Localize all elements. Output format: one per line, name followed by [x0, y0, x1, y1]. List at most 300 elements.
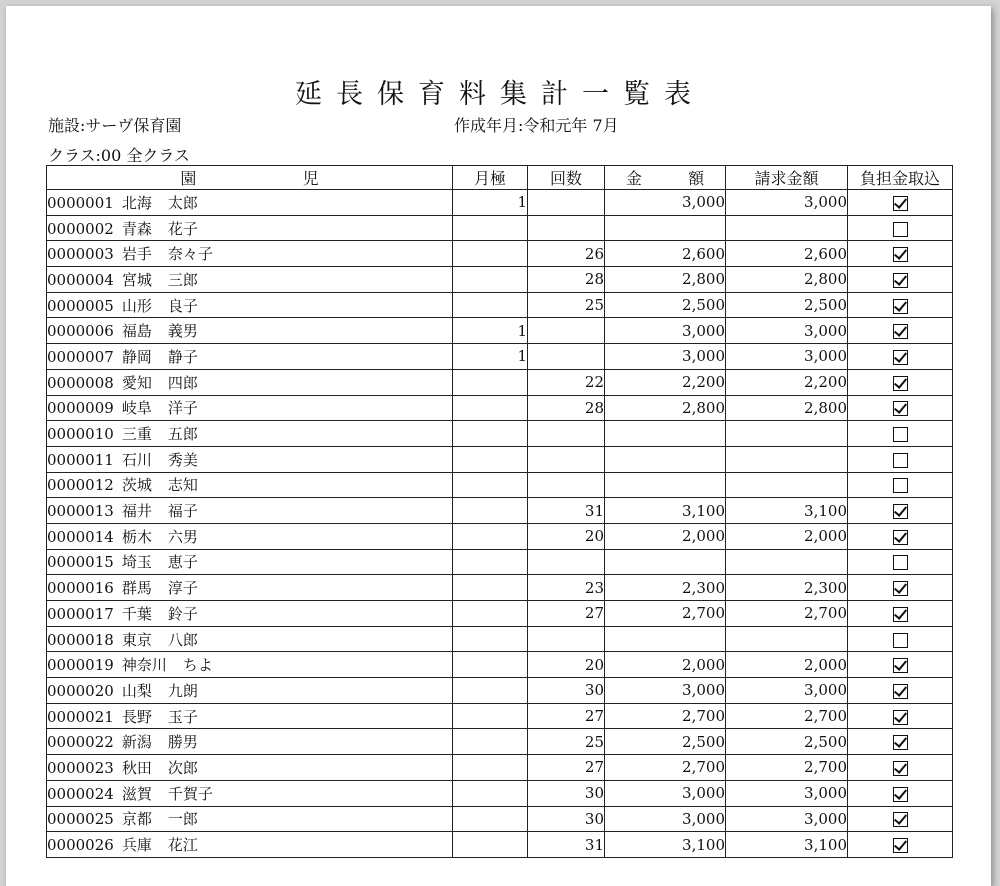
billed-cell: 2,800: [726, 395, 848, 421]
child-family-name: 宮城: [121, 270, 152, 289]
count-cell: 28: [528, 395, 605, 421]
column-header-child: [47, 166, 453, 190]
count-cell: [528, 626, 605, 652]
billed-cell: [726, 446, 848, 472]
table-row: [47, 472, 953, 498]
child-given-name: 淳子: [167, 579, 198, 598]
child-cell: [47, 780, 453, 806]
burden-checkbox[interactable]: [893, 530, 908, 545]
child-id: 0000006: [47, 322, 114, 341]
table-row: [47, 806, 953, 832]
facility-label: 施設:サーヴ保育園: [48, 116, 182, 135]
child-cell: [47, 549, 453, 575]
child-family-name: 愛知: [121, 373, 152, 392]
child-family-name: 兵庫: [121, 836, 152, 855]
column-header-billed: 請求金額: [726, 166, 848, 190]
count-cell: 23: [528, 575, 605, 601]
child-cell: [47, 523, 453, 549]
billed-cell: [726, 626, 848, 652]
child-cell: [47, 369, 453, 395]
table-row: [47, 446, 953, 472]
burden-checkbox[interactable]: [893, 710, 908, 725]
column-header-child-part1: 園: [180, 169, 197, 188]
child-given-name: 千賀子: [167, 784, 213, 803]
child-family-name: 山形: [121, 296, 152, 315]
table-row: [47, 292, 953, 318]
child-given-name: 四郎: [167, 373, 198, 392]
child-cell: [47, 755, 453, 781]
amount-cell: 3,000: [605, 678, 726, 704]
burden-cell: [848, 575, 953, 601]
child-given-name: 太郎: [167, 193, 198, 212]
billed-cell: 2,700: [726, 755, 848, 781]
burden-cell: [848, 806, 953, 832]
child-id: 0000011: [47, 450, 114, 469]
table-row: [47, 267, 953, 293]
table-body: [47, 190, 953, 858]
child-cell: [47, 344, 453, 370]
burden-checkbox[interactable]: [893, 247, 908, 262]
count-cell: [528, 344, 605, 370]
child-given-name: 恵子: [167, 553, 198, 572]
table-row: [47, 369, 953, 395]
burden-checkbox[interactable]: [893, 350, 908, 365]
child-family-name: 北海: [121, 193, 152, 212]
monthly-cell: [453, 652, 528, 678]
child-given-name: 八郎: [167, 630, 198, 649]
burden-cell: [848, 369, 953, 395]
child-id: 0000009: [47, 399, 114, 418]
count-cell: [528, 549, 605, 575]
child-id: 0000017: [47, 604, 114, 623]
burden-checkbox[interactable]: [893, 735, 908, 750]
count-cell: 27: [528, 755, 605, 781]
burden-checkbox[interactable]: [893, 504, 908, 519]
burden-checkbox[interactable]: [893, 838, 908, 853]
burden-cell: [848, 344, 953, 370]
burden-cell: [848, 421, 953, 447]
billed-cell: 2,700: [726, 601, 848, 627]
column-header-monthly: 月極: [453, 166, 528, 190]
burden-cell: [848, 395, 953, 421]
child-given-name: 志知: [167, 476, 198, 495]
table-row: [47, 549, 953, 575]
amount-cell: [605, 421, 726, 447]
table-row: [47, 626, 953, 652]
amount-cell: [605, 626, 726, 652]
table-row: [47, 318, 953, 344]
burden-cell: [848, 318, 953, 344]
monthly-cell: [453, 780, 528, 806]
monthly-cell: [453, 292, 528, 318]
count-cell: 22: [528, 369, 605, 395]
monthly-cell: [453, 241, 528, 267]
billed-cell: 3,100: [726, 832, 848, 858]
child-id: 0000005: [47, 296, 114, 315]
table-row: [47, 523, 953, 549]
child-family-name: 新潟: [121, 733, 152, 752]
billed-cell: 2,000: [726, 652, 848, 678]
burden-cell: [848, 729, 953, 755]
child-family-name: 茨城: [121, 476, 152, 495]
child-given-name: 一郎: [167, 810, 198, 829]
burden-cell: [848, 215, 953, 241]
amount-cell: 2,700: [605, 601, 726, 627]
burden-cell: [848, 755, 953, 781]
class-label: クラス:00 全クラス: [48, 146, 190, 165]
table-row: [47, 190, 953, 216]
child-id: 0000022: [47, 733, 114, 752]
burden-checkbox[interactable]: [893, 761, 908, 776]
burden-cell: [848, 832, 953, 858]
child-given-name: 三郎: [167, 270, 198, 289]
child-cell: [47, 498, 453, 524]
billed-cell: 2,800: [726, 267, 848, 293]
child-id: 0000023: [47, 758, 114, 777]
billed-cell: 2,700: [726, 703, 848, 729]
column-header-amount-part2: 額: [688, 169, 705, 188]
child-cell: [47, 729, 453, 755]
count-cell: 20: [528, 652, 605, 678]
child-id: 0000001: [47, 193, 114, 212]
burden-checkbox[interactable]: [893, 427, 908, 442]
amount-cell: 2,800: [605, 395, 726, 421]
count-cell: 27: [528, 703, 605, 729]
billed-cell: 3,000: [726, 318, 848, 344]
billed-cell: [726, 549, 848, 575]
child-family-name: 千葉: [121, 604, 152, 623]
amount-cell: 3,000: [605, 344, 726, 370]
monthly-cell: 1: [453, 318, 528, 344]
child-given-name: 五郎: [167, 425, 198, 444]
child-family-name: 石川: [121, 450, 152, 469]
child-cell: [47, 832, 453, 858]
monthly-cell: [453, 678, 528, 704]
child-id: 0000012: [47, 476, 114, 495]
amount-cell: 2,800: [605, 267, 726, 293]
billed-cell: 3,000: [726, 678, 848, 704]
amount-cell: 3,100: [605, 498, 726, 524]
burden-cell: [848, 549, 953, 575]
child-id: 0000015: [47, 553, 114, 572]
table-row: [47, 498, 953, 524]
burden-cell: [848, 292, 953, 318]
count-cell: [528, 446, 605, 472]
child-family-name: 秋田: [121, 758, 152, 777]
child-family-name: 長野: [121, 707, 152, 726]
burden-checkbox[interactable]: [893, 222, 908, 237]
table-row: [47, 215, 953, 241]
amount-cell: 2,000: [605, 523, 726, 549]
child-id: 0000002: [47, 219, 114, 238]
child-cell: [47, 318, 453, 344]
count-cell: [528, 472, 605, 498]
count-cell: 28: [528, 267, 605, 293]
amount-cell: 2,000: [605, 652, 726, 678]
billed-cell: [726, 421, 848, 447]
child-given-name: 六男: [167, 527, 198, 546]
child-cell: [47, 703, 453, 729]
child-id: 0000024: [47, 784, 114, 803]
child-id: 0000020: [47, 681, 114, 700]
table-row: [47, 421, 953, 447]
child-cell: [47, 190, 453, 216]
child-cell: [47, 601, 453, 627]
burden-checkbox[interactable]: [893, 273, 908, 288]
burden-checkbox[interactable]: [893, 196, 908, 211]
monthly-cell: [453, 369, 528, 395]
burden-checkbox[interactable]: [893, 324, 908, 339]
child-id: 0000014: [47, 527, 114, 546]
monthly-cell: [453, 549, 528, 575]
amount-cell: [605, 215, 726, 241]
burden-cell: [848, 703, 953, 729]
child-cell: [47, 806, 453, 832]
burden-cell: [848, 780, 953, 806]
monthly-cell: [453, 446, 528, 472]
child-id: 0000021: [47, 707, 114, 726]
burden-checkbox[interactable]: [893, 478, 908, 493]
child-given-name: 洋子: [167, 399, 198, 418]
amount-cell: 3,000: [605, 780, 726, 806]
child-cell: [47, 395, 453, 421]
burden-cell: [848, 652, 953, 678]
column-header-count: 回数: [528, 166, 605, 190]
child-family-name: 青森: [121, 219, 152, 238]
amount-cell: 2,200: [605, 369, 726, 395]
child-family-name: 神奈川: [121, 656, 167, 675]
child-given-name: 良子: [167, 296, 198, 315]
child-family-name: 滋賀: [121, 784, 152, 803]
burden-cell: [848, 267, 953, 293]
child-family-name: 岐阜: [121, 399, 152, 418]
child-id: 0000013: [47, 502, 114, 521]
count-cell: [528, 215, 605, 241]
child-id: 0000003: [47, 245, 114, 264]
child-given-name: 勝男: [167, 733, 198, 752]
burden-checkbox[interactable]: [893, 633, 908, 648]
monthly-cell: [453, 729, 528, 755]
amount-cell: 2,700: [605, 703, 726, 729]
burden-checkbox[interactable]: [893, 401, 908, 416]
billed-cell: 3,100: [726, 498, 848, 524]
monthly-cell: [453, 601, 528, 627]
monthly-cell: [453, 755, 528, 781]
child-family-name: 静岡: [121, 347, 152, 366]
child-given-name: 福子: [167, 502, 198, 521]
count-cell: 30: [528, 780, 605, 806]
child-id: 0000025: [47, 810, 114, 829]
table-row: [47, 755, 953, 781]
child-id: 0000004: [47, 270, 114, 289]
child-id: 0000010: [47, 425, 114, 444]
burden-cell: [848, 626, 953, 652]
child-given-name: 鈴子: [167, 604, 198, 623]
billed-cell: [726, 215, 848, 241]
monthly-cell: [453, 626, 528, 652]
child-id: 0000018: [47, 630, 114, 649]
billed-cell: 3,000: [726, 190, 848, 216]
child-family-name: 福井: [121, 502, 152, 521]
monthly-cell: 1: [453, 190, 528, 216]
child-cell: [47, 626, 453, 652]
child-cell: [47, 575, 453, 601]
child-given-name: 玉子: [167, 707, 198, 726]
count-cell: 26: [528, 241, 605, 267]
burden-cell: [848, 601, 953, 627]
report-title: 延長保育料集計一覧表: [295, 79, 705, 110]
amount-cell: 2,300: [605, 575, 726, 601]
billed-cell: 2,300: [726, 575, 848, 601]
billed-cell: 3,000: [726, 780, 848, 806]
child-given-name: 花江: [167, 836, 198, 855]
child-cell: [47, 472, 453, 498]
monthly-cell: [453, 215, 528, 241]
burden-cell: [848, 498, 953, 524]
table-row: [47, 729, 953, 755]
amount-cell: 2,500: [605, 292, 726, 318]
created-date-label: 作成年月:令和元年 7月: [454, 116, 619, 135]
count-cell: 30: [528, 806, 605, 832]
monthly-cell: [453, 472, 528, 498]
count-cell: 25: [528, 292, 605, 318]
child-given-name: 次郎: [167, 758, 198, 777]
monthly-cell: [453, 523, 528, 549]
billed-cell: 3,000: [726, 806, 848, 832]
monthly-cell: [453, 421, 528, 447]
amount-cell: 3,100: [605, 832, 726, 858]
child-family-name: 岩手: [121, 245, 152, 264]
burden-cell: [848, 523, 953, 549]
count-cell: 30: [528, 678, 605, 704]
table-row: [47, 678, 953, 704]
amount-cell: 2,700: [605, 755, 726, 781]
child-id: 0000016: [47, 579, 114, 598]
billed-cell: 2,000: [726, 523, 848, 549]
burden-checkbox[interactable]: [893, 684, 908, 699]
monthly-cell: [453, 498, 528, 524]
child-family-name: 山梨: [121, 681, 152, 700]
child-family-name: 群馬: [121, 579, 152, 598]
burden-cell: [848, 678, 953, 704]
child-family-name: 埼玉: [121, 553, 152, 572]
count-cell: 31: [528, 498, 605, 524]
table-header-row: [47, 166, 953, 190]
table-row: [47, 832, 953, 858]
table-row: [47, 780, 953, 806]
count-cell: [528, 190, 605, 216]
burden-checkbox[interactable]: [893, 658, 908, 673]
billed-cell: 2,600: [726, 241, 848, 267]
monthly-cell: [453, 806, 528, 832]
column-header-child-part2: 児: [302, 169, 319, 188]
column-header-amount: [605, 166, 726, 190]
monthly-cell: [453, 395, 528, 421]
column-header-amount-part1: 金: [625, 169, 642, 188]
amount-cell: [605, 472, 726, 498]
billed-cell: 3,000: [726, 344, 848, 370]
child-given-name: 秀美: [167, 450, 198, 469]
count-cell: [528, 421, 605, 447]
child-given-name: ちよ: [182, 656, 213, 675]
count-cell: 25: [528, 729, 605, 755]
child-cell: [47, 267, 453, 293]
amount-cell: 3,000: [605, 806, 726, 832]
burden-cell: [848, 446, 953, 472]
child-cell: [47, 446, 453, 472]
column-header-burden: 負担金取込: [848, 166, 953, 190]
child-cell: [47, 241, 453, 267]
amount-cell: [605, 549, 726, 575]
table-row: [47, 703, 953, 729]
child-id: 0000007: [47, 347, 114, 366]
table-row: [47, 652, 953, 678]
child-given-name: 静子: [167, 347, 198, 366]
amount-cell: [605, 446, 726, 472]
billed-cell: [726, 472, 848, 498]
child-given-name: 義男: [167, 322, 198, 341]
table-row: [47, 241, 953, 267]
table-row: [47, 344, 953, 370]
child-family-name: 三重: [121, 425, 152, 444]
amount-cell: 3,000: [605, 318, 726, 344]
monthly-cell: [453, 703, 528, 729]
burden-cell: [848, 241, 953, 267]
count-cell: 27: [528, 601, 605, 627]
child-given-name: 奈々子: [167, 245, 213, 264]
burden-cell: [848, 472, 953, 498]
amount-cell: 3,000: [605, 190, 726, 216]
burden-checkbox[interactable]: [893, 581, 908, 596]
child-cell: [47, 652, 453, 678]
table-row: [47, 601, 953, 627]
child-family-name: 京都: [121, 810, 152, 829]
burden-checkbox[interactable]: [893, 376, 908, 391]
burden-checkbox[interactable]: [893, 453, 908, 468]
count-cell: [528, 318, 605, 344]
burden-cell: [848, 190, 953, 216]
amount-cell: 2,500: [605, 729, 726, 755]
billed-cell: 2,500: [726, 292, 848, 318]
monthly-cell: [453, 832, 528, 858]
burden-checkbox[interactable]: [893, 299, 908, 314]
child-id: 0000026: [47, 836, 114, 855]
child-cell: [47, 292, 453, 318]
child-id: 0000019: [47, 656, 114, 675]
child-cell: [47, 215, 453, 241]
count-cell: 31: [528, 832, 605, 858]
fee-summary-table: [46, 165, 953, 858]
monthly-cell: 1: [453, 344, 528, 370]
billed-cell: 2,500: [726, 729, 848, 755]
child-cell: [47, 421, 453, 447]
child-id: 0000008: [47, 373, 114, 392]
amount-cell: 2,600: [605, 241, 726, 267]
monthly-cell: [453, 575, 528, 601]
table-row: [47, 575, 953, 601]
count-cell: 20: [528, 523, 605, 549]
child-given-name: 九朗: [167, 681, 198, 700]
child-family-name: 栃木: [121, 527, 152, 546]
billed-cell: 2,200: [726, 369, 848, 395]
burden-checkbox[interactable]: [893, 607, 908, 622]
burden-checkbox[interactable]: [893, 555, 908, 570]
table-row: [47, 395, 953, 421]
child-cell: [47, 678, 453, 704]
monthly-cell: [453, 267, 528, 293]
burden-checkbox[interactable]: [893, 812, 908, 827]
burden-checkbox[interactable]: [893, 787, 908, 802]
